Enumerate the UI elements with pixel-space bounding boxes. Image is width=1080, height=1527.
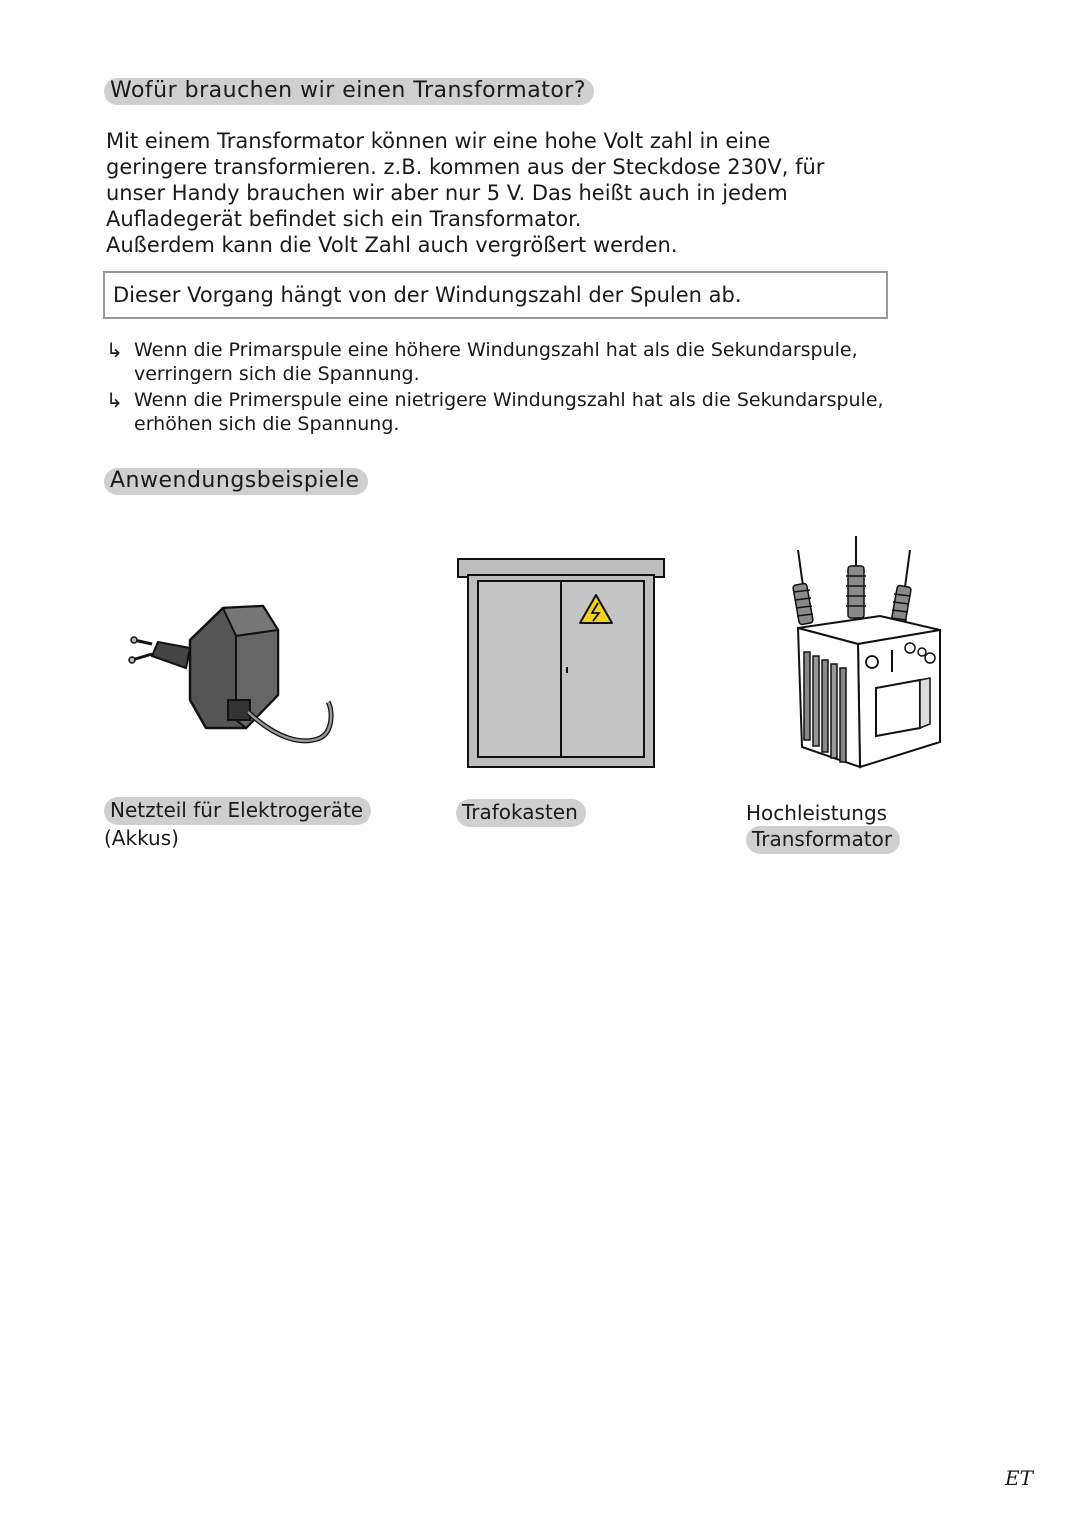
heading-question xyxy=(104,78,594,105)
rule-item xyxy=(106,338,1046,386)
rule-item xyxy=(106,388,1046,436)
rule-line: verringern sich die Spannung. xyxy=(134,363,420,385)
rule-text xyxy=(134,338,858,386)
caption-power-transformer xyxy=(746,800,900,854)
boxed-statement: Dieser Vorgang hängt von der Windungszahl der Spulen ab. xyxy=(103,271,888,319)
intro-line: unser Handy brauchen wir aber nur 5 V. Das heißt auch in jedem xyxy=(106,181,788,205)
arrow-icon: ↳ xyxy=(106,338,123,362)
power-adapter-icon xyxy=(128,600,348,750)
caption-line: Netzteil für Elektrogeräte xyxy=(104,797,371,825)
rule-text xyxy=(134,388,884,436)
transformer-box-icon xyxy=(456,555,666,770)
rule-line: Wenn die Primerspule eine nietrigere Windungszahl hat als die Sekundarspule, xyxy=(134,389,884,411)
caption-line: Transformator xyxy=(746,826,900,854)
caption-line: Hochleistungs xyxy=(746,801,888,825)
intro-paragraph xyxy=(106,128,986,258)
heading-examples-text: Anwendungsbeispiele xyxy=(104,468,368,495)
rules-list xyxy=(106,338,1046,438)
signature: ET xyxy=(1005,1466,1033,1490)
heading-question-text: Wofür brauchen wir einen Transformator? xyxy=(104,78,594,105)
heading-examples xyxy=(104,468,368,495)
intro-line: geringere transformieren. z.B. kommen aus der Steckdose 230V, für xyxy=(106,155,825,179)
caption-line: Trafokasten xyxy=(456,799,586,827)
rule-line: Wenn die Primarspule eine höhere Windungszahl hat als die Sekundarspule, xyxy=(134,339,858,361)
caption-power-adapter xyxy=(104,797,371,851)
intro-line: Mit einem Transformator können wir eine hohe Volt zahl in eine xyxy=(106,129,771,153)
caption-transformer-box xyxy=(456,799,586,827)
intro-line: Außerdem kann die Volt Zahl auch vergrößert werden. xyxy=(106,233,678,257)
caption-line: (Akkus) xyxy=(104,826,179,850)
power-transformer-icon xyxy=(780,532,950,777)
rule-line: erhöhen sich die Spannung. xyxy=(134,413,400,435)
arrow-icon: ↳ xyxy=(106,388,123,412)
intro-line: Aufladegerät befindet sich ein Transformator. xyxy=(106,207,582,231)
